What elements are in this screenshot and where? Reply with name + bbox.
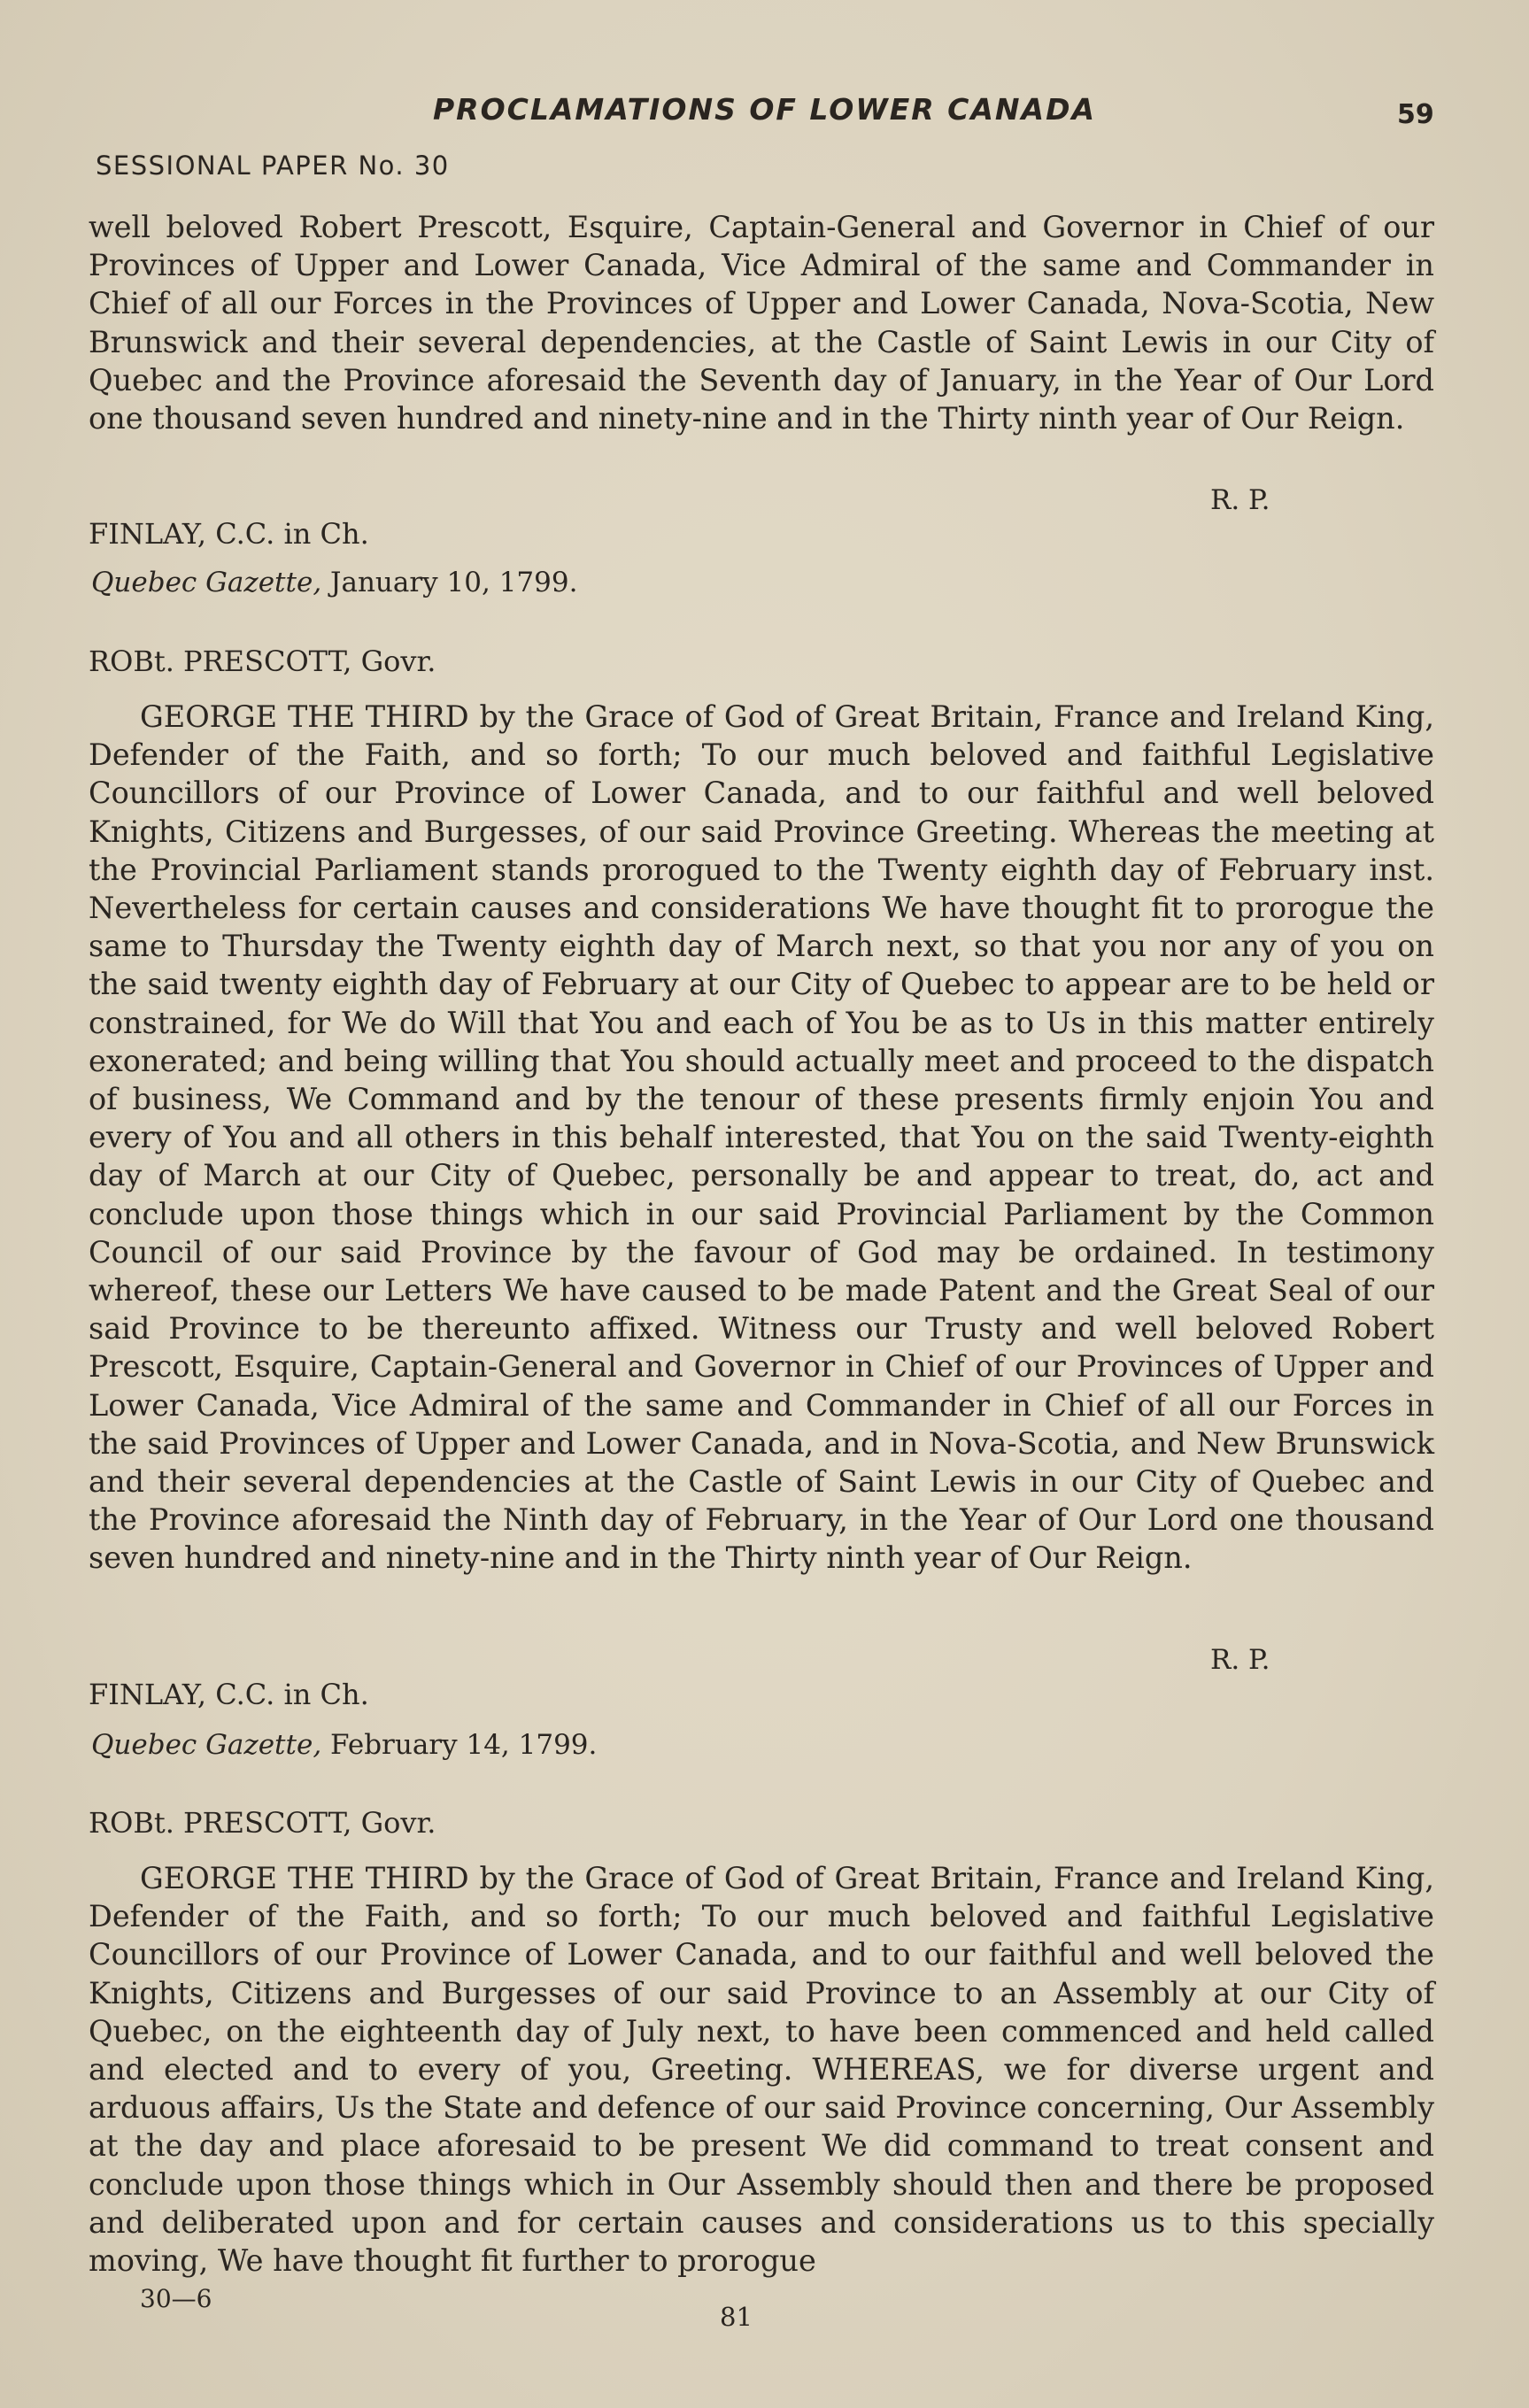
signature-mark: 30—6 (140, 2284, 212, 2313)
sheet-number: 81 (720, 2302, 753, 2332)
gazette-name: Quebec Gazette, (91, 567, 322, 598)
clerk-signature: FINLAY, C.C. in Ch. (89, 517, 369, 551)
royal-initials: R. P. (1210, 484, 1270, 516)
continuation-paragraph: well beloved Robert Prescott, Esquire, Captain-General and Governor in Chief of our Provinces of Upper and Lower Canada, Vice Admiral of the same and Commander in Chief of all our Forces in the Provinces of Upper and Lower Canada, Nova-Scotia, New Brunswick and their several dependencies, at the Castle of Saint Lewis in our City of Quebec and the Province aforesaid the Seventh day of January, in the Year of Our Lord one thousand seven hundred and ninety-nine and in the Thirty ninth year of Our Reign. (89, 210, 1434, 436)
running-title: PROCLAMATIONS OF LOWER CANADA (432, 92, 1097, 127)
gazette-citation (91, 1729, 597, 1761)
proclamation-paragraph: GEORGE THE THIRD by the Grace of God of Great Britain, France and Ireland King, Defender of the Faith, and so forth; To our much beloved and faithful Legislative Councillors of our Province of Lower Canada, and to our faithful and well beloved the Knights, Citizens and Burgesses of our said Province to an Assembly at our City of Quebec, on the eighteenth day of July next, to have been commenced and held called and elected and to every of you, Greeting. WHEREAS, we for diverse urgent and arduous affairs, Us the State and defence of our said Province concerning, Our Assembly at the day and place aforesaid to be present We did command to treat consent and conclude upon those things which in Our Assembly should then and there be proposed and deliberated upon and for certain causes and considerations us to this specially moving, We have thought fit further to prorogue (89, 1861, 1434, 2279)
page-number: 59 (1397, 99, 1434, 130)
sessional-paper-label: SESSIONAL PAPER No. 30 (96, 150, 450, 181)
proclamation-continuation (89, 208, 1434, 437)
gazette-citation (91, 567, 577, 598)
proclamation-july (89, 1859, 1434, 2280)
governor-line: ROBt. PRESCOTT, Govr. (89, 644, 436, 678)
gazette-date: January 10, 1799. (330, 567, 578, 598)
proclamation-february (89, 698, 1434, 1578)
royal-initials: R. P. (1210, 1644, 1270, 1676)
clerk-signature: FINLAY, C.C. in Ch. (89, 1678, 369, 1711)
governor-line: ROBt. PRESCOTT, Govr. (89, 1806, 436, 1840)
gazette-date: February 14, 1799. (330, 1729, 598, 1761)
proclamation-paragraph: GEORGE THE THIRD by the Grace of God of Great Britain, France and Ireland King, Defender of the Faith, and so forth; To our much beloved and faithful Legislative Councillors of our Province of Lower Canada, and to our faithful and well beloved Knights, Citizens and Burgesses, of our said Province Greeting. Whereas the meeting at the Provincial Parliament stands prorogued to the Twenty eighth day of February inst. Nevertheless for certain causes and considerations We have thought fit to prorogue the same to Thursday the Twenty eighth day of March next, so that you nor any of you on the said twenty eighth day of February at our City of Quebec to appear are to be held or constrained, for We do Will that You and each of You be as to Us in this matter entirely exonerated; and being willing that You should actually meet and proceed to the dispatch of business, We Command and by the tenour of these presents firmly enjoin You and every of You and all others in this behalf interested, that You on the said Twenty-eighth day of March at our City of Quebec, personally be and appear to treat, do, act and conclude upon those things which in our said Provincial Parliament by the Common Council of our said Province by the favour of God may be ordained. In testimony whereof, these our Letters We have caused to be made Patent and the Great Seal of our said Province to be thereunto affixed. Witness our Trusty and well beloved Robert Prescott, Esquire, Captain-General and Governor in Chief of our Provinces of Upper and Lower Canada, Vice Admiral of the same and Commander in Chief of all our Forces in the said Provinces of Upper and Lower Canada, and in Nova-Scotia, and New Brunswick and their several dependencies at the Castle of Saint Lewis in our City of Quebec and the Province aforesaid the Ninth day of February, in the Year of Our Lord one thousand seven hundred and ninety-nine and in the Thirty ninth year of Our Reign. (89, 699, 1434, 1576)
gazette-name: Quebec Gazette, (91, 1729, 322, 1761)
